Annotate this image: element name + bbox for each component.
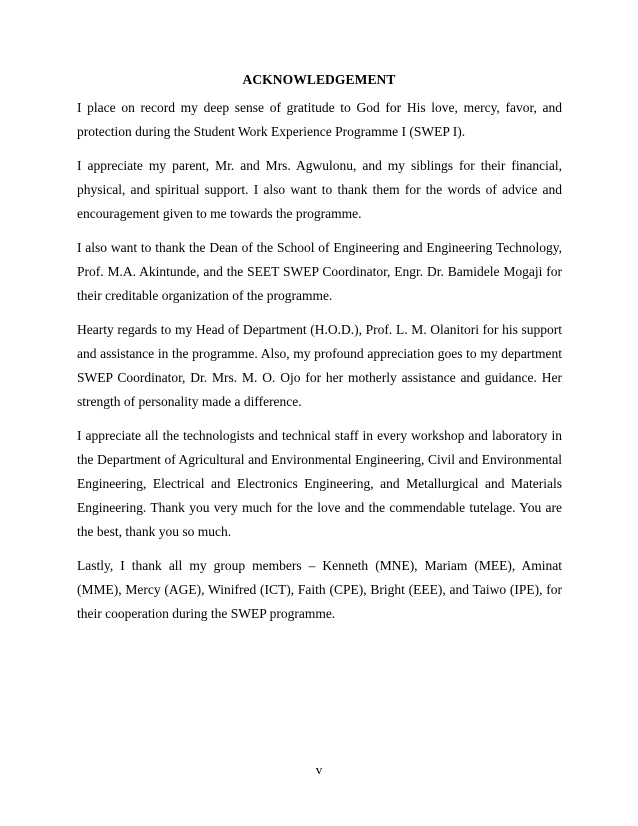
page-title: ACKNOWLEDGEMENT bbox=[242, 72, 396, 87]
paragraph-technologists: I appreciate all the technologists and technical staff in every workshop and laboratory in the Department of Agricultural and Environmental Engineering, Civil and Environmental Engineering, Electrical and Electronics Engineering, and Metallurgical and Materials Engineering. Thank you very much for the love and the commendable tutelage. You are the best, thank you so much. bbox=[77, 428, 562, 539]
paragraph-group-members: Lastly, I thank all my group members – Kenneth (MNE), Mariam (MEE), Aminat (MME), Mercy (AGE), Winifred (ICT), Faith (CPE), Bright (EEE), and Taiwo (IPE), for their cooperation during the SWEP programme. bbox=[77, 558, 562, 621]
paragraph-dean: I also want to thank the Dean of the School of Engineering and Engineering Technology, Prof. M.A. Akintunde, and the SEET SWEP Coordinator, Engr. Dr. Bamidele Mogaji for their creditable organization of the programme. bbox=[77, 240, 562, 303]
paragraph-gratitude-god: I place on record my deep sense of gratitude to God for His love, mercy, favor, and protection during the Student Work Experience Programme I (SWEP I). bbox=[77, 100, 562, 139]
paragraph-hod: Hearty regards to my Head of Department (H.O.D.), Prof. L. M. Olanitori for his support and assistance in the programme. Also, my profound appreciation goes to my department SWEP Coordinator, Dr. Mrs. M. O. Ojo for her motherly assistance and guidance. Her strength of personality made a difference. bbox=[77, 322, 562, 409]
page-number: v bbox=[315, 762, 323, 777]
paragraph-parents: I appreciate my parent, Mr. and Mrs. Agwulonu, and my siblings for their financial, physical, and spiritual support. I also want to thank them for the words of advice and encouragement given to me towards the programme. bbox=[77, 158, 562, 221]
acknowledgement-body bbox=[77, 96, 562, 636]
